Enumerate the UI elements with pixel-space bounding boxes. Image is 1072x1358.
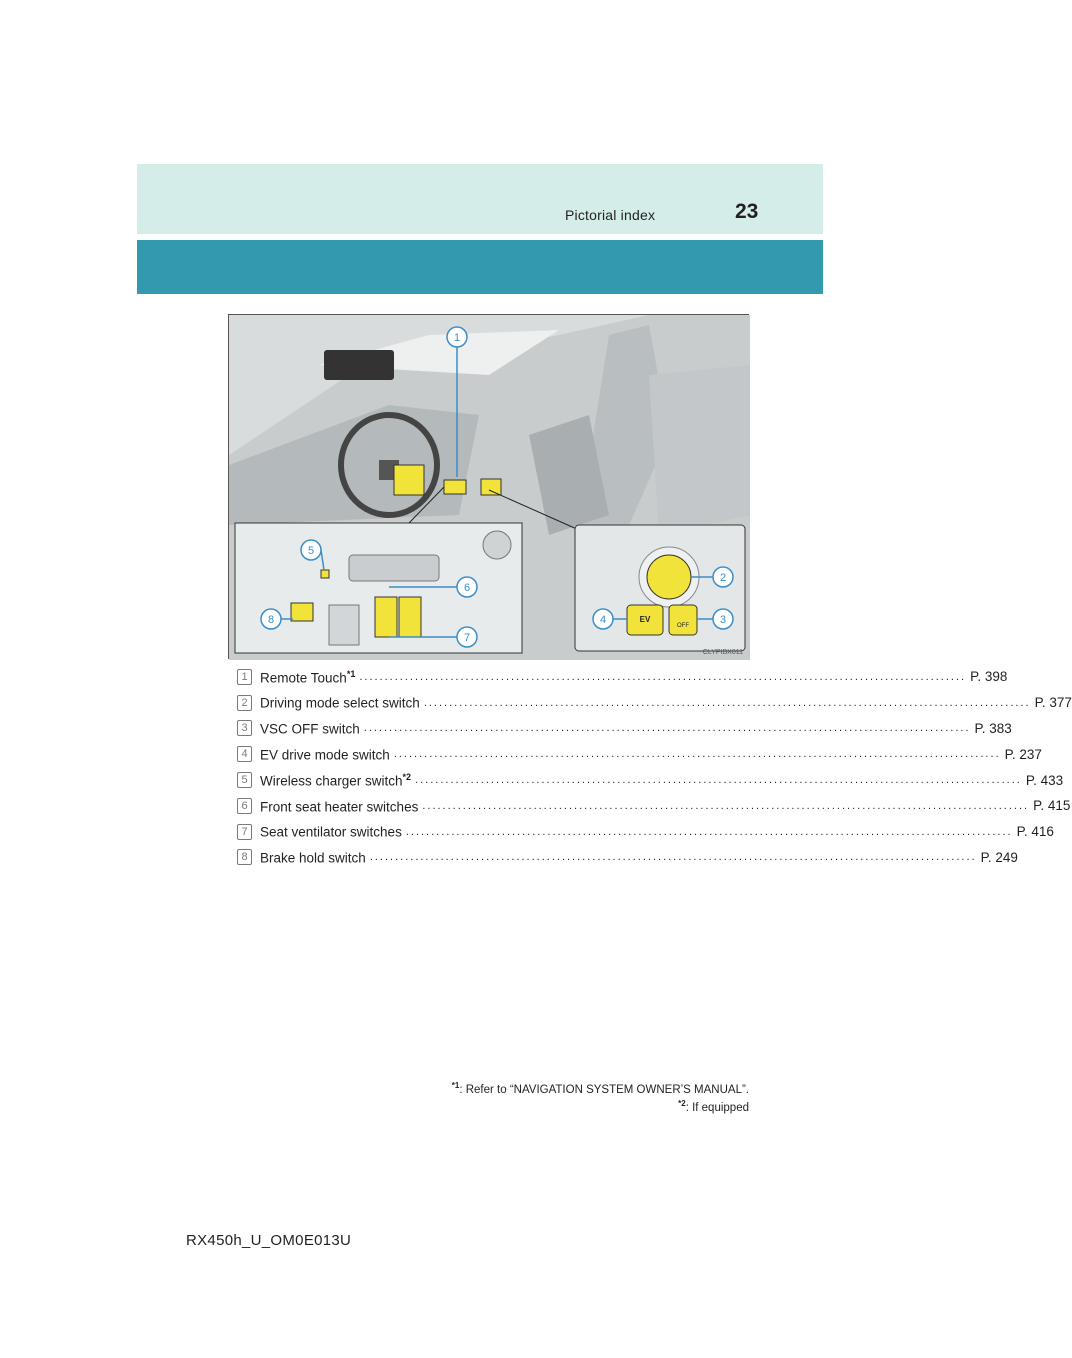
svg-text:3: 3 — [719, 614, 727, 626]
footnote-1: $^{*1}$: Refer to “NAVIGATION SYSTEM OWNER’S MANUAL”. — [451, 1081, 749, 1096]
leader-dots: ........................................................................................................................ — [393, 748, 1001, 761]
svg-text:7: 7 — [463, 632, 471, 644]
item-page-ref[interactable]: P. 398 — [970, 669, 1008, 685]
item-label: Remote Touch$^{*1}$ — [260, 668, 356, 686]
item-number: 4 — [237, 746, 252, 762]
item-number: 8 — [237, 849, 252, 865]
manual-code: RX450h_U_OM0E013U — [186, 1232, 352, 1249]
item-page-ref[interactable]: P. 237 — [1004, 746, 1042, 762]
item-number: 7 — [237, 824, 252, 840]
item-label: Front seat heater switches — [260, 799, 419, 815]
header-bar — [137, 240, 823, 294]
item-page-ref[interactable]: P. 249 — [980, 849, 1018, 865]
index-item[interactable] — [237, 767, 1064, 793]
svg-text:4: 4 — [599, 614, 607, 626]
cabin-illustration — [228, 314, 749, 659]
item-label: VSC OFF switch — [260, 721, 360, 737]
section-title: Pictorial index — [565, 207, 656, 223]
item-page-ref[interactable]: P. 415 — [1033, 798, 1071, 814]
item-label: EV drive mode switch — [260, 747, 390, 763]
index-item[interactable] — [237, 664, 1008, 690]
item-number: 5 — [237, 772, 252, 788]
index-item[interactable] — [237, 741, 1042, 767]
svg-text:2: 2 — [719, 572, 727, 584]
leader-dots: ........................................................................................................................ — [415, 774, 1022, 787]
item-number: 6 — [237, 798, 252, 814]
item-number: 3 — [237, 720, 252, 736]
index-item[interactable] — [237, 819, 1054, 845]
svg-text:8: 8 — [267, 614, 275, 626]
item-number: 2 — [237, 695, 252, 711]
item-label: Driving mode select switch — [260, 695, 420, 711]
item-page-ref[interactable]: P. 416 — [1016, 824, 1054, 840]
item-label: Wireless charger switch$^{*2}$ — [260, 771, 412, 789]
leader-dots: ........................................................................................................................ — [405, 825, 1013, 838]
item-page-ref[interactable]: P. 433 — [1025, 772, 1064, 788]
item-page-ref[interactable]: P. 377 — [1034, 695, 1072, 711]
index-item[interactable] — [237, 716, 1012, 742]
leader-dots: ........................................................................................................................ — [359, 670, 967, 683]
page-number: 23 — [735, 200, 759, 223]
svg-text:OFF: OFF — [677, 623, 689, 629]
svg-text:1: 1 — [453, 332, 461, 344]
svg-text:6: 6 — [463, 582, 471, 594]
item-number: 1 — [237, 669, 252, 685]
svg-text:EV: EV — [639, 615, 651, 624]
leader-dots: ........................................................................................................................ — [363, 722, 971, 735]
svg-text:5: 5 — [307, 545, 315, 557]
leader-dots: ........................................................................................................................ — [369, 851, 977, 864]
leader-dots: ........................................................................................................................ — [422, 799, 1030, 812]
index-list — [237, 664, 1072, 870]
index-item[interactable] — [237, 793, 1071, 819]
header-band — [137, 164, 823, 234]
item-label: Seat ventilator switches — [260, 824, 402, 840]
leader-dots: ........................................................................................................................ — [423, 696, 1031, 709]
item-label: Brake hold switch — [260, 850, 366, 866]
index-item[interactable] — [237, 845, 1018, 871]
footnote-2: $^{*2}$: If equipped — [678, 1099, 749, 1114]
svg-text:CLYPIBX011: CLYPIBX011 — [702, 649, 743, 656]
index-item[interactable] — [237, 690, 1072, 716]
item-page-ref[interactable]: P. 383 — [974, 720, 1012, 736]
